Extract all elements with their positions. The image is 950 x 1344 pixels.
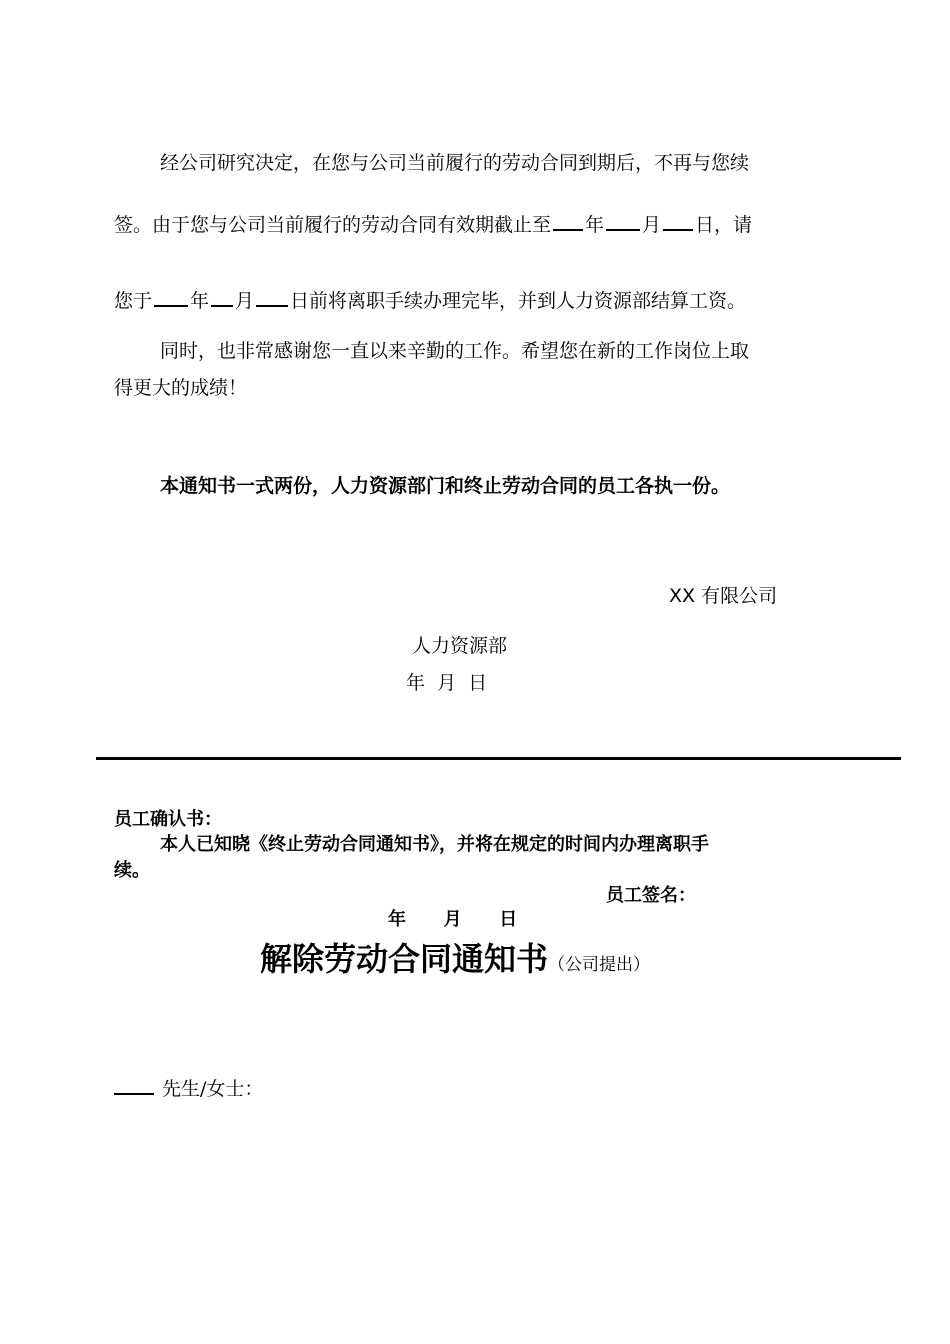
resign-month-blank xyxy=(211,288,233,307)
thanks-line-1: 同时，也非常感谢您一直以来辛勤的工作。希望您在新的工作岗位上取 xyxy=(160,340,750,362)
name-blank xyxy=(114,1076,154,1095)
confirmation-body-line-1: 本人已知晓《终止劳动合同通知书》，并将在规定的时间内办理离职手 xyxy=(160,834,709,855)
notice-line-3-text-a: 您于 xyxy=(114,290,153,312)
section-divider xyxy=(96,757,901,760)
department-name: 人力资源部 xyxy=(412,635,508,657)
month-blank xyxy=(606,212,640,231)
confirmation-heading: 员工确认书： xyxy=(114,809,222,830)
document-subtitle: （公司提出） xyxy=(548,955,651,975)
salutation: 先生/女士： xyxy=(162,1078,264,1100)
month-label: 月 xyxy=(642,214,662,236)
salutation-line xyxy=(114,1074,263,1101)
document-title-text: 解除劳动合同通知书 xyxy=(260,940,549,978)
document-title xyxy=(260,934,650,980)
notice-line-2-text: 签。由于您与公司当前履行的劳动合同有效期截止至 xyxy=(114,214,552,236)
resign-day-blank xyxy=(256,288,288,307)
day-blank xyxy=(663,212,693,231)
year-label: 年 xyxy=(585,214,605,236)
day-label: 日，请 xyxy=(695,214,753,236)
company-name: XX 有限公司 xyxy=(669,585,778,607)
notice-line-3 xyxy=(114,286,746,313)
copies-note: 本通知书一式两份，人力资源部门和终止劳动合同的员工各执一份。 xyxy=(160,475,731,497)
signature-label: 员工签名： xyxy=(606,885,696,906)
resign-year-blank xyxy=(154,288,188,307)
thanks-line-2: 得更大的成绩！ xyxy=(114,377,248,399)
resign-month-label: 月 xyxy=(235,290,255,312)
notice-line-2 xyxy=(114,210,752,237)
confirmation-date: 年 月 日 xyxy=(388,909,518,930)
notice-date: 年 月 日 xyxy=(406,672,488,694)
notice-line-1: 经公司研究决定，在您与公司当前履行的劳动合同到期后，不再与您续 xyxy=(160,152,750,174)
year-blank xyxy=(553,212,583,231)
notice-line-3-text-b: 日前将离职手续办理完毕，并到人力资源部结算工资。 xyxy=(290,290,747,312)
confirmation-body-line-2: 续。 xyxy=(114,860,150,881)
resign-year-label: 年 xyxy=(190,290,210,312)
